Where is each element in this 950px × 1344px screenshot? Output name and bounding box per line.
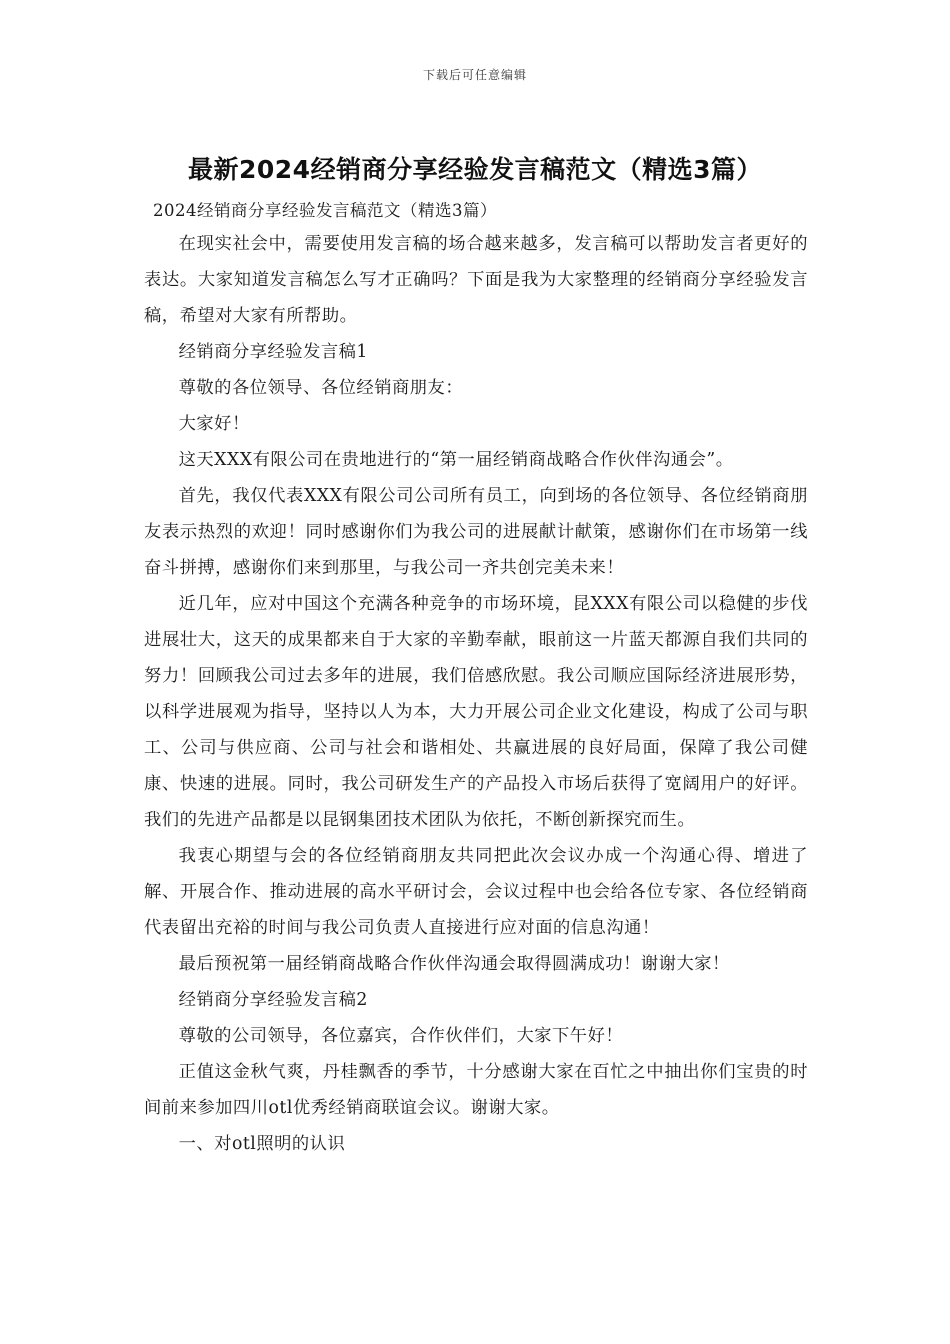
paragraph-closing: 最后预祝第一届经销商战略合作伙伴沟通会取得圆满成功！谢谢大家！ xyxy=(178,954,730,974)
paragraph-welcome: 首先，我仅代表XXX有限公司公司所有员工，向到场的各位领导、各位经销商朋友表示热烈的欢迎！同时感谢你们为我公司的进展献计献策，感谢你们在市场第一线奋斗拼搏，感谢你们来到那里，与我公司一齐共创完美未来！ xyxy=(144,486,808,578)
paragraph-thanks: 正值这金秋气爽，丹桂飘香的季节，十分感谢大家在百忙之中抽出你们宝贵的时间前来参加四川otl优秀经销商联谊会议。谢谢大家。 xyxy=(144,1062,808,1118)
document-body xyxy=(144,196,808,1162)
paragraph-expectation: 我衷心期望与会的各位经销商朋友共同把此次会议办成一个沟通心得、增进了解、开展合作、推动进展的高水平研讨会，会议过程中也会给各位专家、各位经销商代表留出充裕的时间与我公司负责人直接进行应对面的信息沟通！ xyxy=(144,846,808,938)
section-heading-speech-1: 经销商分享经验发言稿1 xyxy=(178,342,368,362)
section-heading-speech-2: 经销商分享经验发言稿2 xyxy=(178,990,368,1010)
document-title: 最新2024经销商分享经验发言稿范文（精选3篇） xyxy=(188,155,762,184)
paragraph-intro: 在现实社会中，需要使用发言稿的场合越来越多，发言稿可以帮助发言者更好的表达。大家知道发言稿怎么写才正确吗？下面是我为大家整理的经销商分享经验发言稿，希望对大家有所帮助。 xyxy=(144,234,808,326)
paragraph-event: 这天XXX有限公司在贵地进行的“第一届经销商战略合作伙伴沟通会”。 xyxy=(178,450,734,470)
paragraph-greeting: 大家好！ xyxy=(178,414,250,434)
paragraph-salutation: 尊敬的各位领导、各位经销商朋友： xyxy=(178,378,464,398)
header-note: 下载后可任意编辑 xyxy=(422,68,527,82)
section-heading-otl: 一、对otl照明的认识 xyxy=(178,1134,346,1154)
paragraph-salutation-2: 尊敬的公司领导，各位嘉宾，合作伙伴们，大家下午好！ xyxy=(178,1026,624,1046)
paragraph-company-development: 近几年，应对中国这个充满各种竞争的市场环境，昆XXX有限公司以稳健的步伐进展壮大，这天的成果都来自于大家的辛勤奉献，眼前这一片蓝天都源自我们共同的努力！回顾我公司过去多年的进展，我们倍感欣慰。我公司顺应国际经济进展形势，以科学进展观为指导，坚持以人为本，大力开展公司企业文化建设，构成了公司与职工、公司与供应商、公司与社会和谐相处、共赢进展的良好局面，保障了我公司健康、快速的进展。同时，我公司研发生产的产品投入市场后获得了宽阔用户的好评。我们的先进产品都是以昆钢集团技术团队为依托，不断创新探究而生。 xyxy=(144,594,808,830)
document-subtitle: 2024经销商分享经验发言稿范文（精选3篇） xyxy=(153,201,497,220)
